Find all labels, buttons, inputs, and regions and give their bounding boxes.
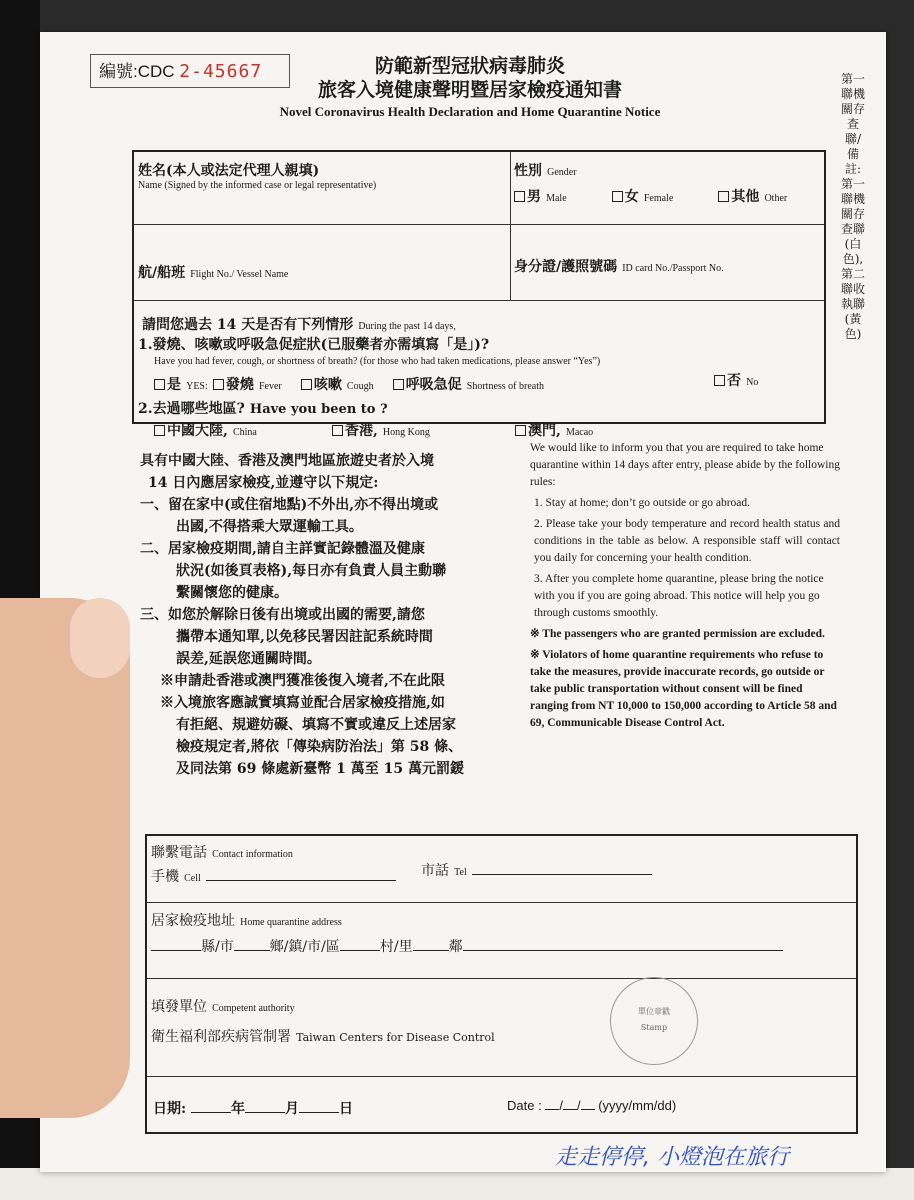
no-checkbox[interactable]: 否 No — [714, 370, 758, 390]
cough-checkbox[interactable]: 咳嗽 Cough — [301, 374, 374, 393]
watermark-text: 走走停停, 小燈泡在旅行 — [555, 1145, 789, 1170]
symptom-options — [154, 374, 814, 394]
question-1-english: Have you had fever, cough, or shortness of breath? (for those who had taken medications, please answer “Yes”) — [154, 356, 601, 367]
date-en-field[interactable]: Date : / / (yyyy/mm/dd) — [507, 1098, 677, 1113]
fever-checkbox[interactable]: 發燒 Fever — [213, 374, 282, 393]
serial-box — [90, 54, 290, 88]
date-zh-field[interactable]: 日期: 年 月 日 — [153, 1101, 354, 1117]
document-title — [300, 54, 640, 102]
question-2: 2.去過哪些地區? Have you been to ? — [138, 401, 388, 417]
gender-field: 性別 Gender 男 Male 女 Female 其他 Other — [514, 163, 788, 205]
serial-number: 2-45667 — [179, 61, 263, 82]
other-checkbox[interactable]: 其他 Other — [718, 186, 787, 205]
authority-heading: 填發單位 Competent authority — [151, 999, 295, 1015]
declaration-table — [132, 150, 826, 439]
title-english: Novel Coronavirus Health Declaration and Home Quarantine Notice — [279, 104, 661, 119]
thumb-tip — [70, 598, 130, 678]
flight-field[interactable]: 航/船班 Flight No./ Vessel Name — [138, 265, 289, 281]
serial-label: 編號:CDC — [99, 62, 175, 81]
cell-field[interactable]: 手機 Cell — [151, 866, 396, 886]
notice-document — [40, 32, 886, 1172]
rules-english: We would like to inform you that you are required to take home quarantine within 14 days after entry, please abide by the following rules: 1. Stay at home; don’t go outside or go abroad. 2. Please take your body temperature and record health status and conditions in the table as below. A responsible staff will contact you daily for concerning your health condition. 3. After you complete home quarantine, please bring the notice with you if you are going abroad. This notice will help you go through customs smoothly. ※ The passengers who are granted permission are excluded. ※ Violators of home quarantine requirements who refuse to take the measures, provide inaccurate records, go outside or take public transportation without consent will be fined ranging from NT 10,000 to 150,000 according to Article 58 and 69, Communicable Disease Control Act. — [530, 442, 840, 729]
sob-checkbox[interactable]: 呼吸急促 Shortness of breath — [393, 374, 544, 393]
name-field[interactable]: 姓名(本人或法定代理人親填) Name (Signed by the informed case or legal representative) — [138, 163, 377, 191]
female-checkbox[interactable]: 女 Female — [612, 186, 674, 205]
side-note: 第一聯機關存查聯/備註:第一聯機關存查聯(白色),第二聯收執聯(黃色) — [840, 72, 865, 341]
question-1: 1.發燒、咳嗽或呼吸急促症狀(已服藥者亦需填寫「是」)? — [138, 337, 490, 353]
china-checkbox[interactable]: 中國大陸, China — [154, 420, 257, 439]
authority-name: 衛生福利部疾病管制署 Taiwan Centers for Disease Control — [151, 1029, 495, 1045]
title-line-1: 防範新型冠狀病毒肺炎 — [374, 55, 565, 77]
male-checkbox[interactable]: 男 Male — [514, 186, 567, 205]
stamp-circle: 單位章戳 Stamp — [610, 977, 698, 1065]
yes-checkbox[interactable]: 是 YES: — [154, 374, 208, 393]
tel-field[interactable]: 市話 Tel — [421, 860, 652, 880]
address-field[interactable]: 縣/市 鄉/鎮/市/區 村/里 鄰 — [151, 936, 851, 956]
hk-checkbox[interactable]: 香港, Hong Kong — [332, 420, 430, 439]
id-field[interactable]: 身分證/護照號碼 ID card No./Passport No. — [514, 259, 724, 275]
past-14-days-heading: 請問您過去 14 天是否有下列情形 During the past 14 days, — [142, 317, 456, 333]
contact-table — [145, 834, 858, 1134]
region-options — [154, 420, 814, 440]
rules-chinese: 具有中國大陸、香港及澳門地區旅遊史者於入境 14 日內應居家檢疫,並遵守以下規定: 一、留在家中(或住宿地點)不外出,亦不得出境或 出國,不得搭乘大眾運輸工具。 二、居家檢疫期間,請自主詳實記錄體溫及健康 狀況(如後頁表格),每日亦有負責人員主動聯 繫關懷您的健康。 三、如您於解除日後有出境或出國的需要,請您 攜帶本通知單,以免移民署因註記系統時間 誤差,延誤您通關時間。 ※申請赴香港或澳門獲准後復入境者,不在此限 ※入境旅客應誠實填寫並配合居家檢疫措施,如 有拒絕、規避妨礙、填寫不實或違反上述居家 檢疫規定者,將依「傳染病防治法」第 58 條、 及同法第 69 條處新臺幣 1 萬至 15 萬元罰鍰 — [140, 453, 464, 777]
title-line-2: 旅客入境健康聲明暨居家檢疫通知書 — [317, 79, 622, 101]
macao-checkbox[interactable]: 澳門, Macao — [515, 420, 593, 439]
address-heading: 居家檢疫地址 Home quarantine address — [151, 913, 342, 929]
background-bottom — [0, 1168, 914, 1200]
contact-heading: 聯繫電話 Contact information — [151, 845, 293, 861]
